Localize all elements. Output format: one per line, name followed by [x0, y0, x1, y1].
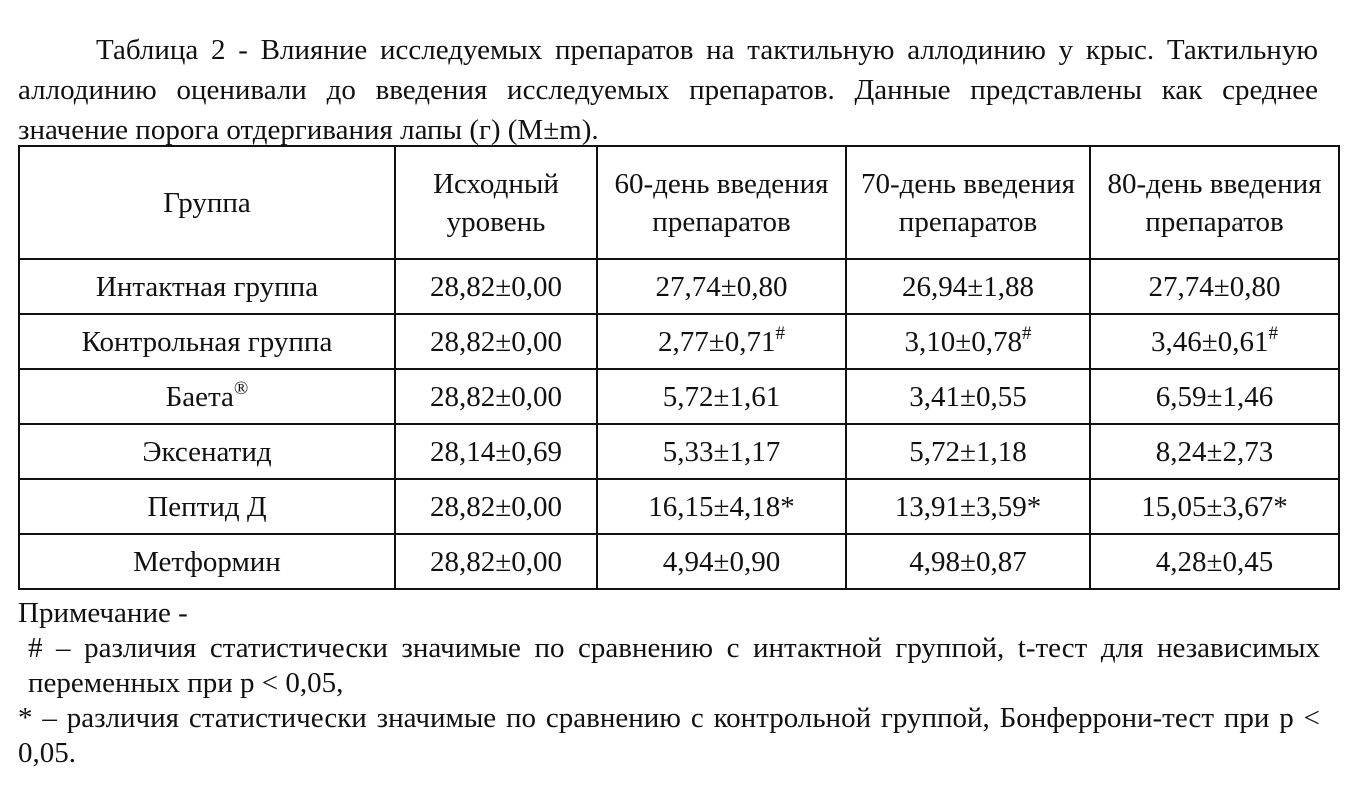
registered-mark: ®: [233, 377, 249, 399]
value-cell: [597, 479, 846, 534]
value-cell: [597, 259, 846, 314]
group-name-cell: [19, 369, 395, 424]
value-text: 28,82±0,00: [430, 270, 562, 303]
value-cell: [395, 314, 597, 369]
value-text: 15,05±3,67*: [1141, 490, 1288, 523]
value-text: 5,72±1,18: [909, 435, 1027, 468]
value-cell: [846, 479, 1090, 534]
value-cell: [846, 314, 1090, 369]
significance-mark: #: [1268, 322, 1278, 344]
value-text: 27,74±0,80: [655, 270, 788, 303]
table-header-row: [19, 146, 1339, 259]
value-cell: [597, 534, 846, 589]
group-name: Метформин: [133, 545, 281, 578]
note-hash: # – различия статистически значимые по сравнению с интактной группой, t-тест для независимых переменных при p < 0,05,: [28, 632, 1320, 699]
note-star: * – различия статистически значимые по сравнению с контрольной группой, Бонферрони-тест при p < 0,05.: [18, 702, 1320, 769]
group-name: Баета: [165, 380, 234, 413]
value-cell: [1090, 259, 1339, 314]
group-name-cell: [19, 259, 395, 314]
value-text: 13,91±3,59*: [894, 490, 1042, 523]
value-text: 4,98±0,87: [909, 545, 1027, 578]
value-cell: [597, 369, 846, 424]
value-cell: [597, 424, 846, 479]
value-cell: [1090, 424, 1339, 479]
value-cell: [395, 479, 597, 534]
value-text: 8,24±2,73: [1155, 435, 1274, 468]
value-cell: [597, 314, 846, 369]
value-text: 3,10±0,78: [904, 325, 1022, 358]
table-row: [19, 534, 1339, 589]
value-cell: [395, 424, 597, 479]
value-text: 28,82±0,00: [430, 490, 562, 523]
value-text: 5,33±1,17: [662, 435, 781, 468]
value-text: 3,46±0,61: [1151, 325, 1269, 358]
value-cell: [395, 259, 597, 314]
value-cell: [395, 369, 597, 424]
value-text: 5,72±1,61: [662, 380, 781, 413]
group-name-cell: [19, 424, 395, 479]
value-text: 3,41±0,55: [909, 380, 1027, 413]
table-notes: [18, 596, 1320, 771]
group-name: Эксенатид: [142, 435, 272, 468]
group-name: Пептид Д: [147, 490, 267, 523]
table-row: [19, 479, 1339, 534]
value-cell: [395, 534, 597, 589]
value-cell: [1090, 314, 1339, 369]
notes-title: Примечание -: [18, 597, 188, 629]
value-text: 27,74±0,80: [1148, 270, 1281, 303]
table-row: [19, 259, 1339, 314]
value-text: 28,82±0,00: [430, 325, 562, 358]
value-text: 16,15±4,18*: [648, 490, 795, 523]
group-name-cell: [19, 534, 395, 589]
group-name-cell: [19, 314, 395, 369]
value-cell: [1090, 479, 1339, 534]
group-name: Интактная группа: [95, 270, 319, 303]
header-day-60: 60-день введения препаратов: [597, 146, 846, 259]
group-name: Контрольная группа: [81, 325, 333, 358]
group-name-cell: [19, 479, 395, 534]
value-cell: [846, 424, 1090, 479]
value-text: 28,14±0,69: [430, 435, 562, 468]
header-group: Группа: [19, 146, 395, 259]
value-text: 6,59±1,46: [1155, 380, 1274, 413]
table-row: [19, 314, 1339, 369]
significance-mark: #: [775, 322, 785, 344]
data-table: [18, 145, 1340, 590]
table-row: [19, 424, 1339, 479]
significance-mark: #: [1021, 322, 1032, 344]
value-cell: [1090, 534, 1339, 589]
value-text: 26,94±1,88: [902, 270, 1034, 303]
table-caption: Таблица 2 - Влияние исследуемых препаратов на тактильную аллодинию у крыс. Тактильную аллодинию оценивали до введения исследуемых препаратов. Данные представлены как среднее значение порога отдергивания лапы (г) (M±m).: [18, 34, 1318, 146]
value-cell: [846, 369, 1090, 424]
value-cell: [846, 259, 1090, 314]
value-text: 28,82±0,00: [430, 545, 562, 578]
value-text: 4,28±0,45: [1155, 545, 1274, 578]
header-day-70: 70-день введения препаратов: [846, 146, 1090, 259]
value-cell: [846, 534, 1090, 589]
header-baseline: Исходный уровень: [395, 146, 597, 259]
header-day-80: 80-день введения препаратов: [1090, 146, 1339, 259]
value-text: 2,77±0,71: [658, 325, 776, 358]
value-text: 4,94±0,90: [662, 545, 781, 578]
value-cell: [1090, 369, 1339, 424]
table-row: [19, 369, 1339, 424]
value-text: 28,82±0,00: [430, 380, 562, 413]
